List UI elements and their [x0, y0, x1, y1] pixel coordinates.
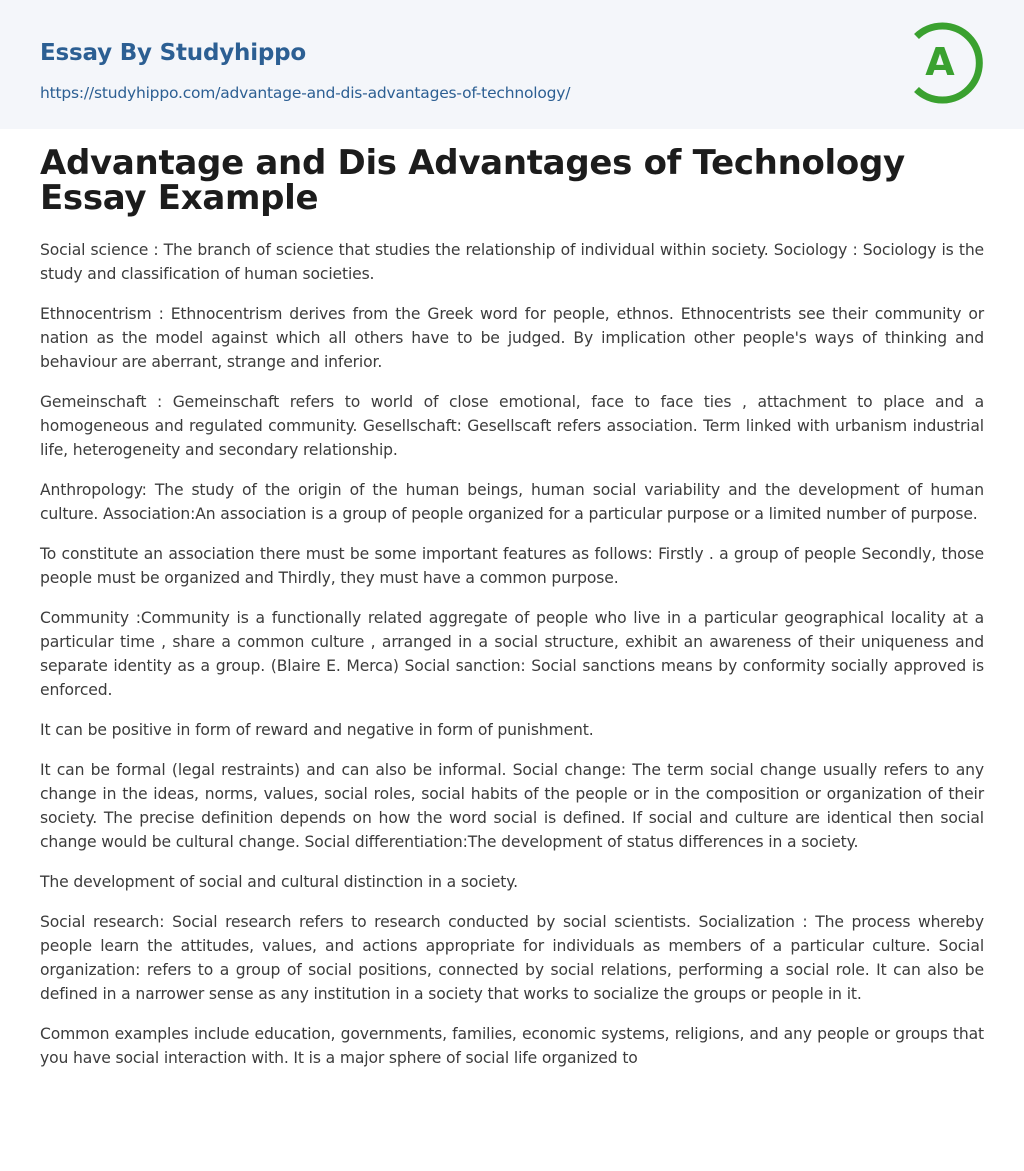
paragraph: Common examples include education, governments, families, economic systems, religions, and any people or groups that you have social interaction with. It is a major sphere of social life organized to: [40, 1025, 984, 1067]
page-title: Advantage and Dis Advantages of Technology Essay Example: [40, 143, 905, 218]
studyhippo-logo-icon[interactable]: [912, 20, 986, 106]
paragraph: To constitute an association there must be some important features as follows: Firstly . a group of people Secondly, those people must be organized and Thirdly, they must have a common purpose.: [40, 545, 984, 587]
paragraph: Ethnocentrism : Ethnocentrism derives from the Greek word for people, ethnos. Ethnocentrists see their community or nation as the model against which all others have to be judged. By implication other people's ways of thinking and behaviour are aberrant, strange and inferior.: [40, 305, 984, 371]
paragraph: Social research: Social research refers to research conducted by social scientists. Socialization : The process whereby people learn the attitudes, values, and actions appropriate for individuals as members of a particular culture. Social organization: refers to a group of social positions, connected by social relations, performing a social role. It can also be defined in a narrower sense as any institution in a society that works to socialize the groups or people in it.: [40, 913, 984, 1003]
brand-title[interactable]: Essay By Studyhippo: [40, 40, 307, 66]
logo-letter: A: [925, 40, 955, 84]
site-header: [0, 0, 1024, 129]
article: [40, 143, 984, 1086]
paragraph: It can be positive in form of reward and negative in form of punishment.: [40, 721, 594, 739]
source-url-link[interactable]: https://studyhippo.com/advantage-and-dis-advantages-of-technology/: [40, 84, 571, 102]
paragraph: It can be formal (legal restraints) and can also be informal. Social change: The term social change usually refers to any change in the ideas, norms, values, social roles, social habits of the people or in the composition or organization of their society. The precise definition depends on how the word social is defined. If social and culture are identical then social change would be cultural change. Social differentiation:The development of status differences in a society.: [40, 761, 984, 851]
paragraph: The development of social and cultural distinction in a society.: [40, 873, 518, 891]
paragraph: Anthropology: The study of the origin of the human beings, human social variability and the development of human culture. Association:An association is a group of people organized for a particular purpose or a limited number of purpose.: [40, 481, 984, 523]
paragraph: Community :Community is a functionally related aggregate of people who live in a particular geographical locality at a particular time , share a common culture , arranged in a social structure, exhibit an awareness of their uniqueness and separate identity as a group. (Blaire E. Merca) Social sanction: Social sanctions means by conformity socially approved is enforced.: [40, 609, 984, 699]
paragraph: Social science : The branch of science that studies the relationship of individual within society. Sociology : Sociology is the study and classification of human societies.: [40, 241, 984, 283]
paragraph: Gemeinschaft : Gemeinschaft refers to world of close emotional, face to face ties , attachment to place and a homogeneous and regulated community. Gesellschaft: Gesellscaft refers association. Term linked with urbanism industrial life, heterogeneity and secondary relationship.: [40, 393, 984, 459]
